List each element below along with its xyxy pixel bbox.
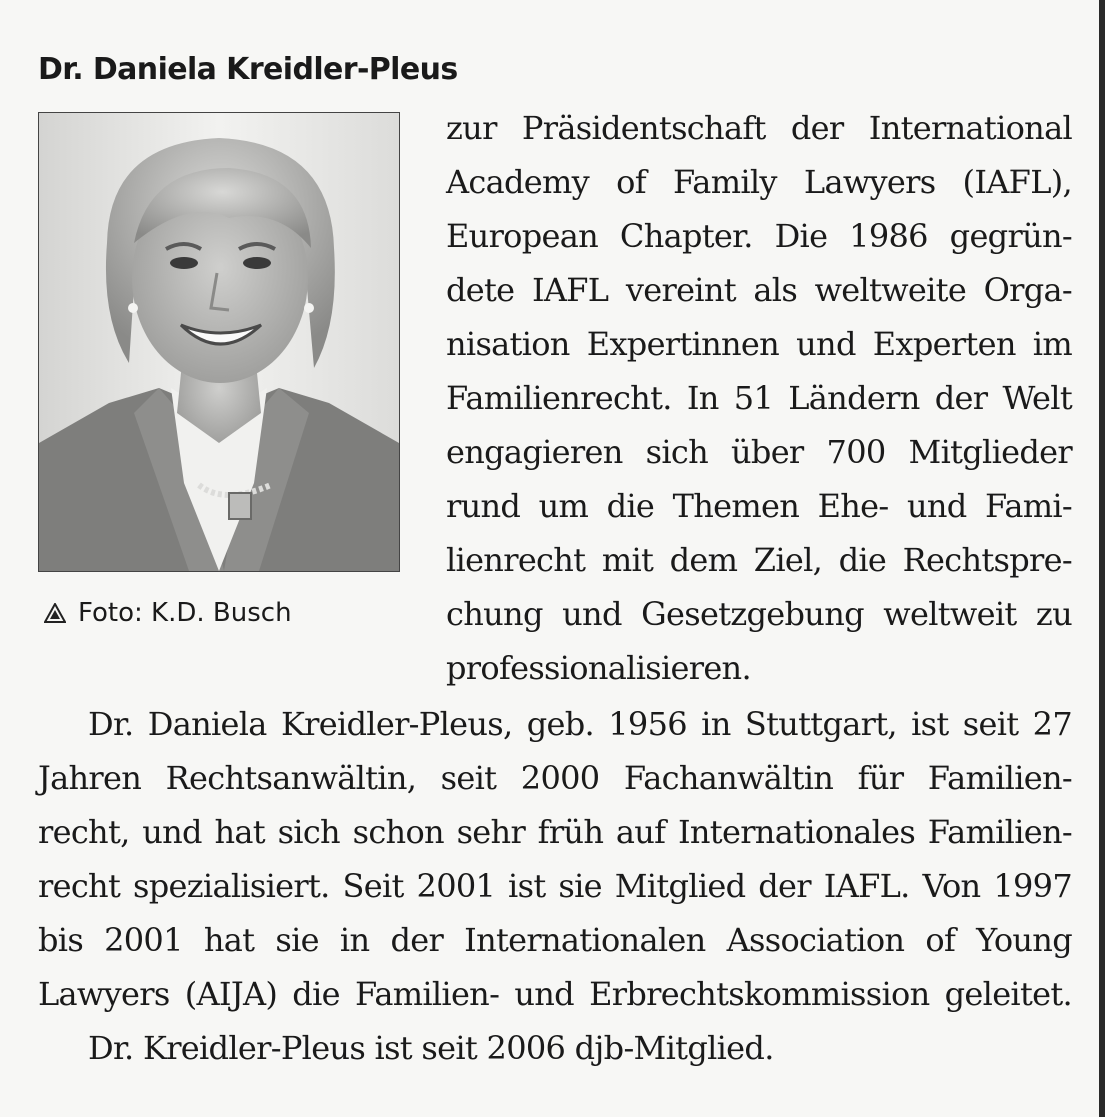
body-line: recht spezialisiert. Seit 2001 ist sie Mitglied der IAFL. Von 1997 bbox=[38, 867, 1072, 905]
column-line: Familienrecht. In 51 Ländern der Welt bbox=[446, 379, 1072, 417]
column-line: Academy of Family Lawyers (IAFL), bbox=[446, 163, 1072, 201]
column-line: zur Präsidentschaft der International bbox=[446, 109, 1072, 147]
page-edge bbox=[1099, 0, 1105, 1117]
column-line: engagieren sich über 700 Mitglieder bbox=[446, 433, 1072, 471]
body-line: Jahren Rechtsanwältin, seit 2000 Fachanwältin für Familien- bbox=[38, 759, 1072, 797]
column-line: dete IAFL vereint als weltweite Orga- bbox=[446, 271, 1072, 309]
body-line: Dr. Daniela Kreidler-Pleus, geb. 1956 in Stuttgart, ist seit 27 bbox=[88, 705, 1072, 743]
column-line: lienrecht mit dem Ziel, die Rechtspre- bbox=[446, 541, 1072, 579]
triangle-logo-icon bbox=[44, 603, 66, 623]
body-line: bis 2001 hat sie in der Internationalen Association of Young bbox=[38, 921, 1072, 959]
person-name-heading: Dr. Daniela Kreidler-Pleus bbox=[38, 52, 458, 87]
column-line: chung und Gesetzgebung weltweit zu bbox=[446, 595, 1072, 633]
column-line: rund um die Themen Ehe- und Fami- bbox=[446, 487, 1072, 525]
photo-credit-text: Foto: K.D. Busch bbox=[78, 598, 292, 628]
column-line: professionalisieren. bbox=[446, 649, 751, 687]
body-line: Dr. Kreidler-Pleus ist seit 2006 djb-Mitglied. bbox=[88, 1029, 774, 1067]
column-line: nisation Expertinnen und Experten im bbox=[446, 325, 1072, 363]
column-line: European Chapter. Die 1986 gegrün- bbox=[446, 217, 1072, 255]
body-line: recht, und hat sich schon sehr früh auf Internationales Familien- bbox=[38, 813, 1072, 851]
photo-caption bbox=[44, 598, 292, 628]
portrait-image bbox=[39, 113, 399, 571]
body-line: Lawyers (AIJA) die Familien- und Erbrechtskommission geleitet. bbox=[38, 975, 1072, 1013]
portrait-photo bbox=[38, 112, 400, 572]
